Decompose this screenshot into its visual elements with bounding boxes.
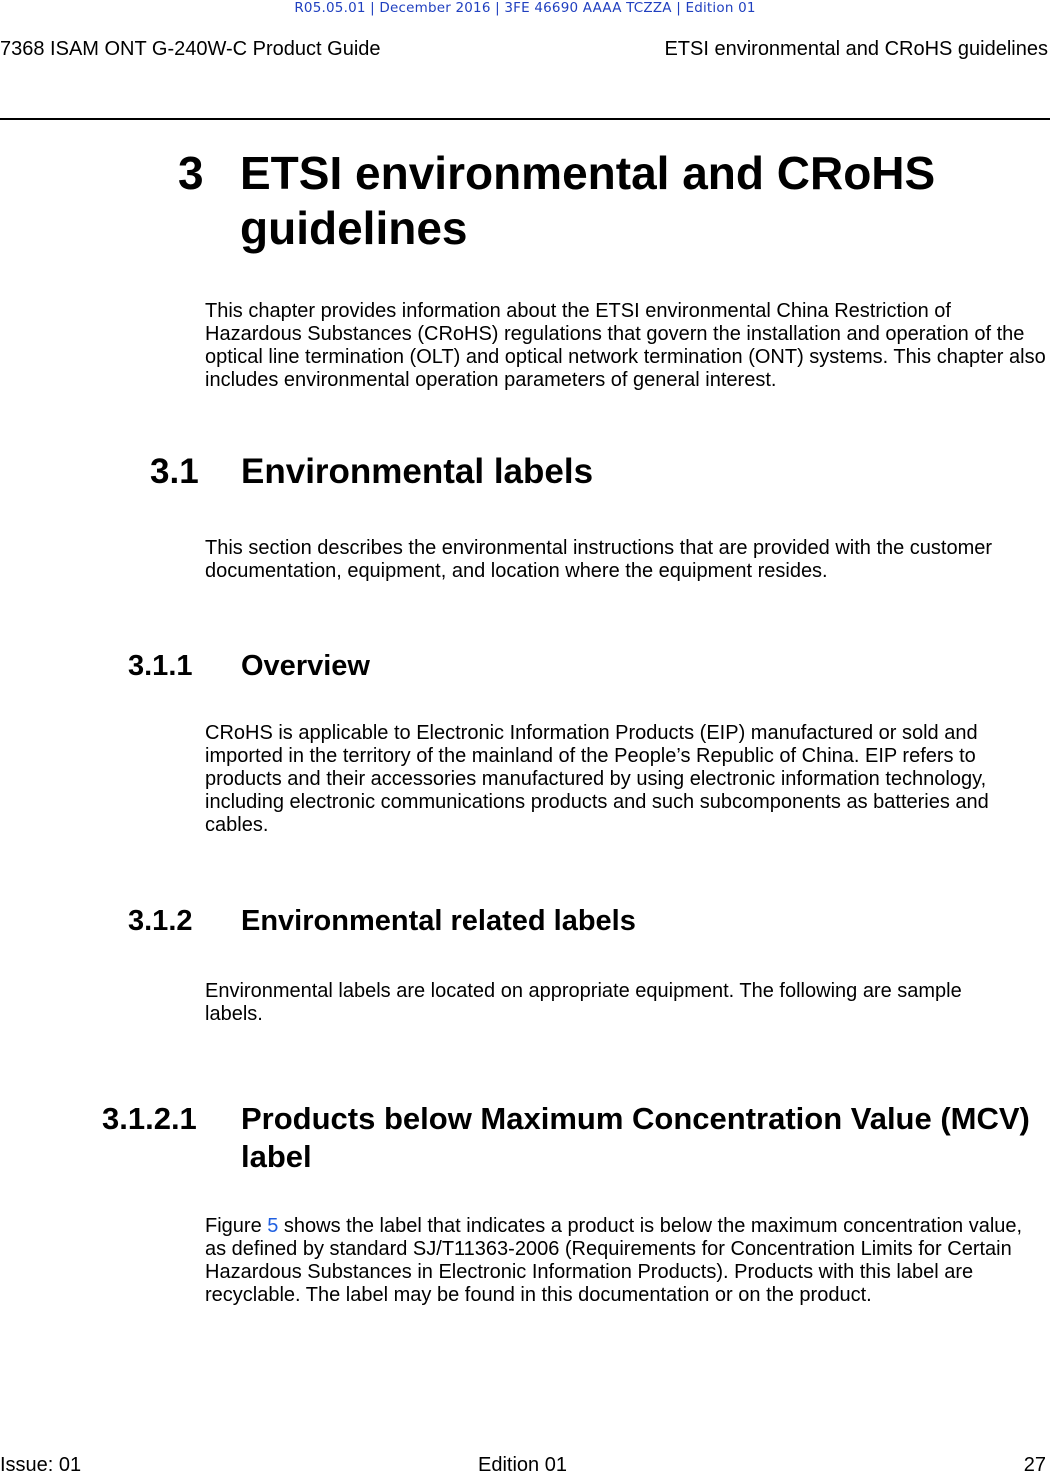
footer-page-number: 27 xyxy=(1023,1454,1046,1476)
section-3-1-text: This section describes the environmental instructions that are provided with the customer documentation, equipment, and location where the equipment resides. xyxy=(205,537,993,582)
footer-issue: Issue: 01 xyxy=(0,1454,82,1476)
section-3-1-title: Environmental labels xyxy=(241,452,594,491)
section-3-1-2-title: Environmental related labels xyxy=(241,905,636,937)
header-rule xyxy=(0,118,1050,120)
section-3-1-2-text: Environmental labels are located on appropriate equipment. The following are sample labels. xyxy=(205,980,962,1025)
section-3-1-1-text: CRoHS is applicable to Electronic Information Products (EIP) manufactured or sold and imported in the territory of the mainland of the People’s Republic of China. EIP refers to products and their accessories manufactured by using electronic information technology, including electronic communications products and such subcomponents as batteries and cables. xyxy=(205,722,989,836)
chapter-number: 3 xyxy=(178,147,204,199)
document-stamp: R05.05.01 | December 2016 | 3FE 46690 AAAA TCZZA | Edition 01 xyxy=(294,0,756,16)
figure-ref-body: shows the label that indicates a product is below the maximum concentration value, as defined by standard SJ/T11363-2006 (Requirements for Concentration Limits for Certain Hazardous Substances in Electronic Information Products). Products with this label are recyclable. The label may be found in this documentation or on the product. xyxy=(205,1215,1023,1306)
figure-ref-prefix: Figure xyxy=(205,1215,268,1237)
chapter-intro: This chapter provides information about the ETSI environmental China Restriction of Hazardous Substances (CRoHS) regulations that govern the installation and operation of the optical line termination (OLT) and optical network termination (ONT) systems. This chapter also includes environmental operation parameters of general interest. xyxy=(205,300,1046,391)
section-3-1-2-1-text xyxy=(205,1215,1035,1307)
section-3-1-2-number: 3.1.2 xyxy=(128,905,193,937)
section-3-1-number: 3.1 xyxy=(150,452,199,491)
section-3-1-2-1-number: 3.1.2.1 xyxy=(102,1101,197,1136)
footer-edition: Edition 01 xyxy=(478,1454,567,1476)
header-chapter-title: ETSI environmental and CRoHS guidelines xyxy=(664,38,1048,60)
section-3-1-1-title: Overview xyxy=(241,650,370,682)
section-3-1-2-1-title: Products below Maximum Concentration Value (MCV) label xyxy=(241,1101,1030,1174)
figure-5-link[interactable]: 5 xyxy=(267,1215,279,1237)
section-3-1-1-number: 3.1.1 xyxy=(128,650,193,682)
header-product-guide: 7368 ISAM ONT G-240W-C Product Guide xyxy=(0,38,381,60)
chapter-title: ETSI environmental and CRoHS guidelines xyxy=(240,147,936,254)
